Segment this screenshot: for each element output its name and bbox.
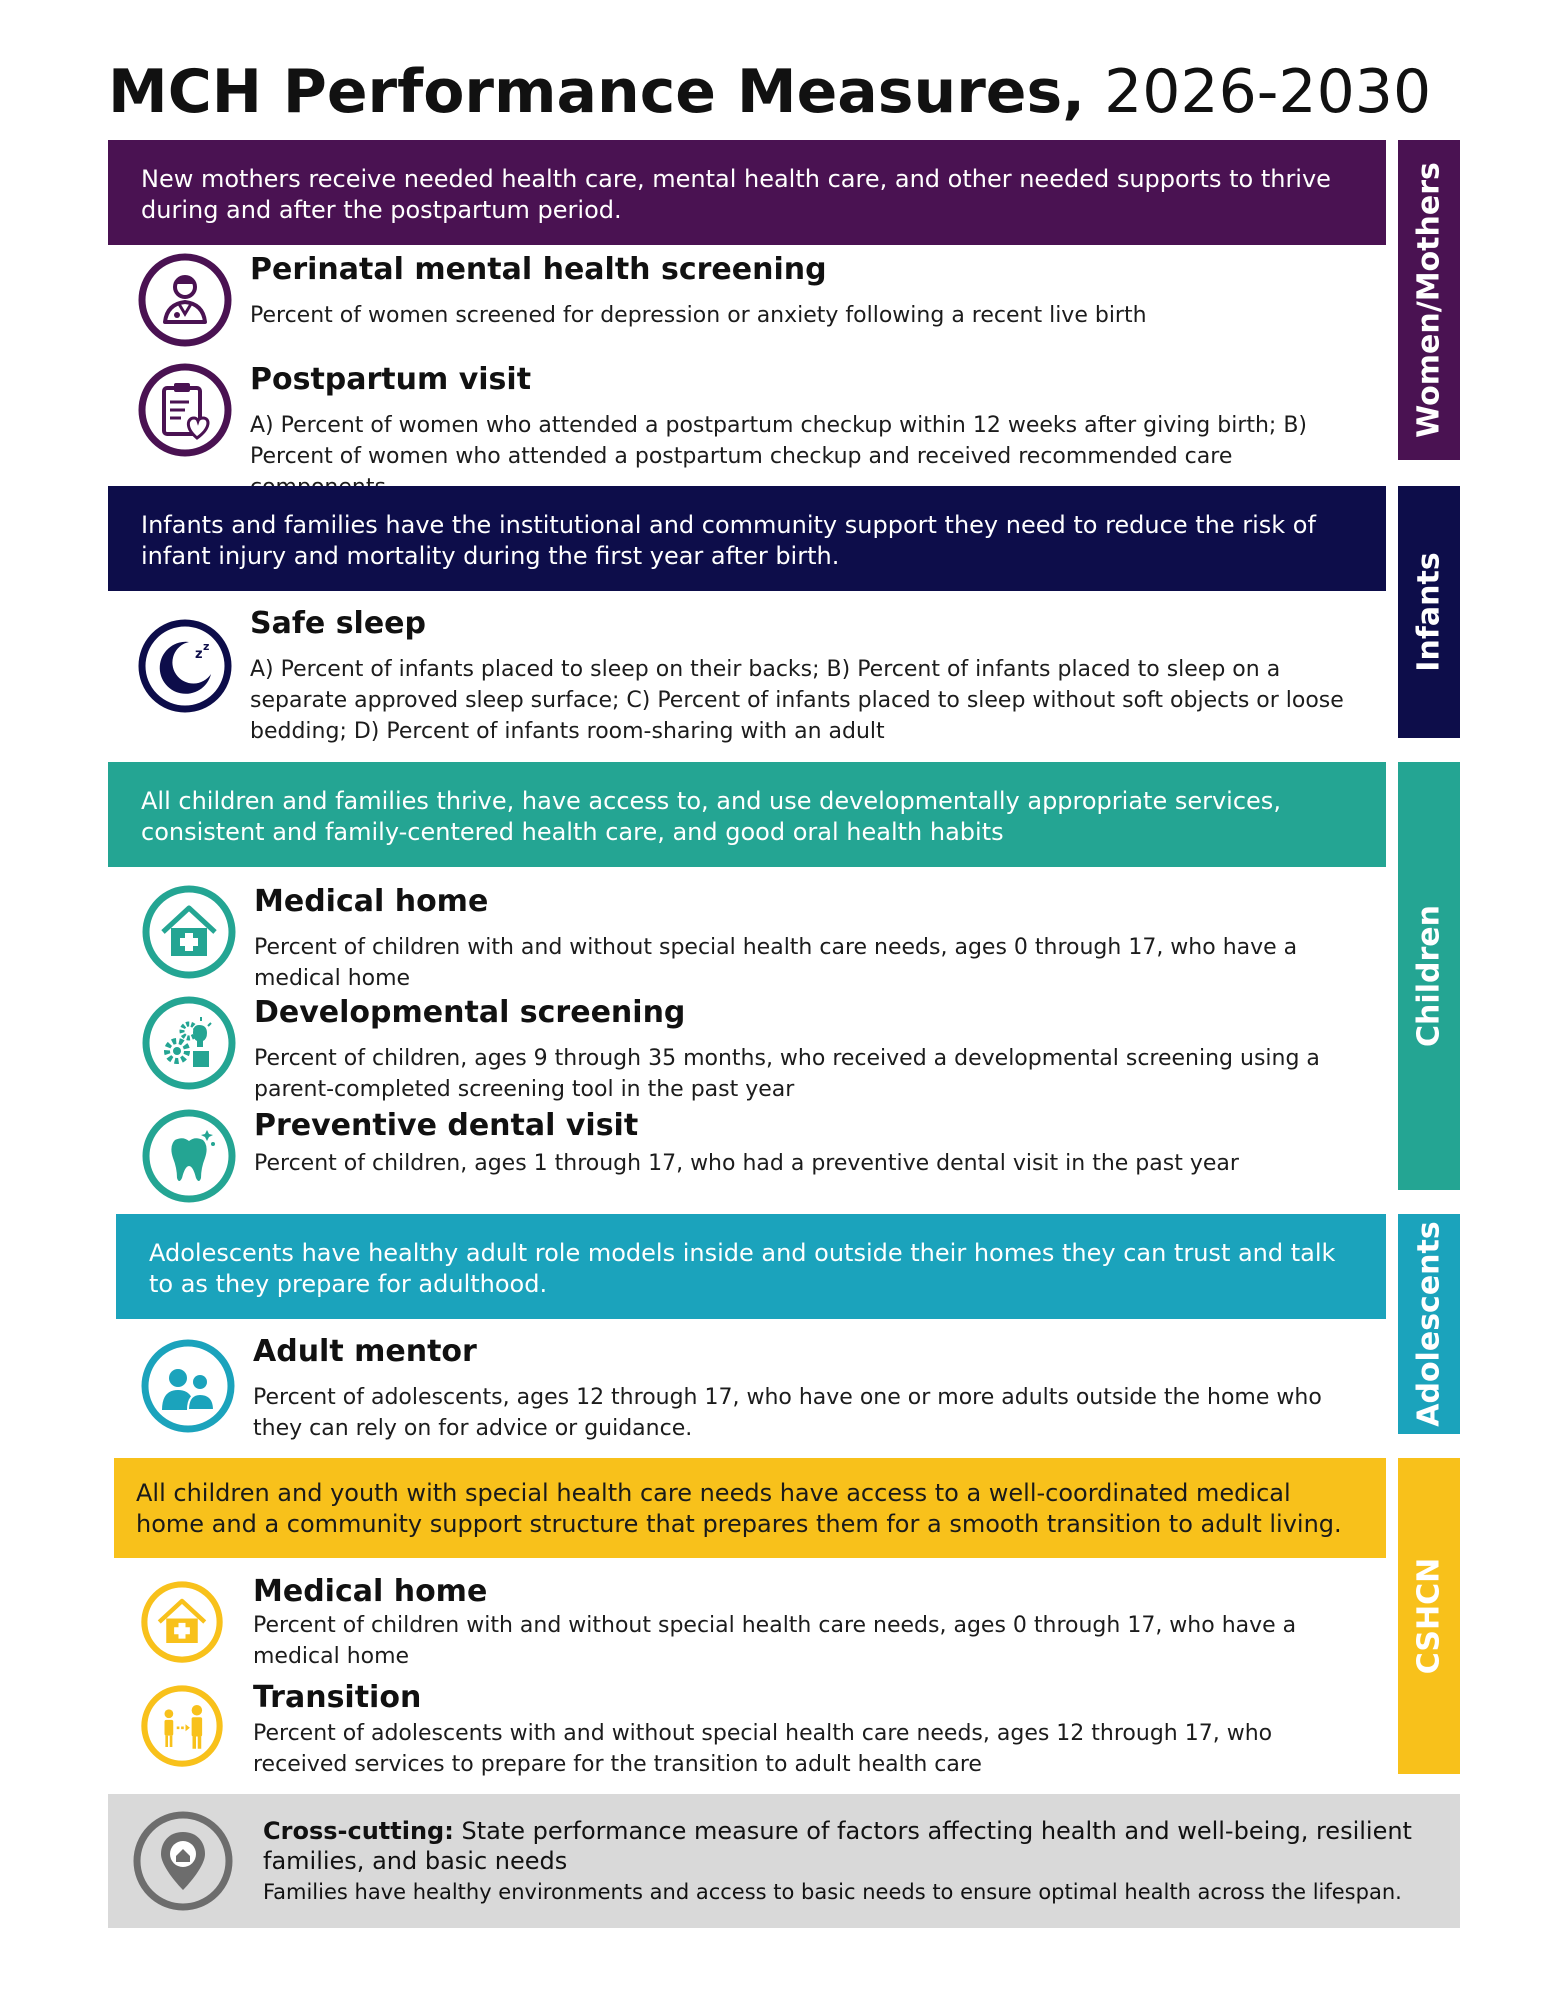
tab-infants-label: Infants xyxy=(1411,552,1447,672)
measure-description: A) Percent of infants placed to sleep on their backs; B) Percent of infants placed to sleep on a separate approved sleep surface; C) Percent of infants placed to sleep without soft objects or loose bedding; D) Percent of infants room-sharing with an adult xyxy=(250,657,1344,744)
svg-text:z: z xyxy=(195,647,203,662)
measure-title: Postpartum visit xyxy=(250,362,532,397)
tab-women-mothers-label: Women/Mothers xyxy=(1411,162,1447,438)
tab-adolescents xyxy=(1398,1214,1460,1434)
measure-medical-home-children xyxy=(141,884,1391,991)
measure-title: Preventive dental visit xyxy=(254,1108,639,1143)
measure-transition xyxy=(140,1680,1390,1780)
children-banner-text: All children and families thrive, have access to, and use developmentally appropriate services, consistent and family-centered health care, and good oral health habits xyxy=(141,787,1281,846)
crosscutting-statement xyxy=(263,1816,1413,1876)
measure-title: Safe sleep xyxy=(250,606,427,641)
measure-description: A) Percent of women who attended a postpartum checkup within 12 weeks after giving birth; B) Percent of women who attended a postpartum checkup and received recommended care xyxy=(250,413,1308,469)
clipboard-heart-icon xyxy=(137,362,233,458)
measure-title: Medical home xyxy=(254,884,489,919)
crosscutting-label: Cross-cutting: xyxy=(263,1817,454,1845)
tab-infants xyxy=(1398,486,1460,738)
children-banner xyxy=(108,762,1386,867)
cshcn-banner-text: All children and youth with special health care needs have access to a well-coordinated medical home and a community support structure that prepares them for a smooth transition to adult living. xyxy=(136,1479,1342,1538)
cshcn-banner xyxy=(114,1458,1386,1558)
svg-text:z: z xyxy=(203,640,210,653)
page-title xyxy=(108,52,1432,132)
title-years: 2026-2030 xyxy=(1104,57,1432,127)
measure-preventive-dental-visit xyxy=(141,1108,1391,1204)
location-pin-home-icon xyxy=(132,1810,234,1912)
infants-banner-text: Infants and families have the institutional and community support they need to reduce the risk of infant injury and mortality during the first year after birth. xyxy=(141,511,1316,570)
women-banner xyxy=(108,140,1386,245)
tab-cshcn-label: CSHCN xyxy=(1411,1557,1447,1675)
measure-adult-mentor xyxy=(140,1334,1390,1441)
crosscutting-text: State performance measure of factors affecting health and well-being, resilient families, and basic needs xyxy=(263,1817,1412,1875)
doctor-icon xyxy=(137,252,233,348)
measure-developmental-screening xyxy=(141,995,1391,1102)
measure-safe-sleep xyxy=(137,606,1387,744)
measure-description: Percent of children with and without special health care needs, ages 0 through 17, who have a medical home xyxy=(254,935,1298,991)
crosscutting-subtext: Families have healthy environments and access to basic needs to ensure optimal health across the lifespan. xyxy=(263,1880,1402,1904)
measure-title: Medical home xyxy=(253,1574,488,1609)
developmental-gears-icon xyxy=(141,995,237,1091)
medical-home-icon xyxy=(141,884,237,980)
title-main: MCH Performance Measures, xyxy=(108,57,1085,127)
tab-cshcn xyxy=(1398,1458,1460,1774)
measure-description: Percent of children with and without special health care needs, ages 0 through 17, who have a medical home xyxy=(253,1613,1297,1669)
measure-perinatal-mental-health xyxy=(137,252,1387,348)
measure-title: Developmental screening xyxy=(254,995,686,1030)
people-icon xyxy=(140,1338,236,1434)
transition-icon xyxy=(140,1684,224,1768)
tab-women-mothers xyxy=(1398,140,1460,460)
infants-banner xyxy=(108,486,1386,591)
measure-title: Adult mentor xyxy=(253,1334,477,1369)
measure-description: Percent of adolescents with and without special health care needs, ages 12 through 17, who received services to prepare for the transition to adult health care xyxy=(253,1721,1273,1777)
tab-children-label: Children xyxy=(1411,905,1447,1047)
women-banner-text: New mothers receive needed health care, mental health care, and other needed supports to thrive during and after the postpartum period. xyxy=(141,165,1331,224)
tab-children xyxy=(1398,762,1460,1190)
measure-medical-home-cshcn xyxy=(140,1574,1390,1670)
adolescents-banner-text: Adolescents have healthy adult role models inside and outside their homes they can trust and talk to as they prepare for adulthood. xyxy=(149,1239,1336,1298)
crosscutting-box xyxy=(108,1794,1460,1928)
measure-title: Transition xyxy=(253,1680,422,1715)
measure-description: Percent of women screened for depression or anxiety following a recent live birth xyxy=(250,303,1147,328)
medical-home-icon xyxy=(140,1580,224,1664)
measure-postpartum-visit xyxy=(137,362,1387,469)
measure-title: Perinatal mental health screening xyxy=(250,252,827,287)
measure-description: Percent of children, ages 1 through 17, who had a preventive dental visit in the past year xyxy=(254,1151,1239,1176)
measure-description: Percent of adolescents, ages 12 through 17, who have one or more adults outside the home who they can rely on for advice or guidance. xyxy=(253,1385,1322,1441)
tab-adolescents-label: Adolescents xyxy=(1411,1221,1447,1427)
moon-sleep-icon xyxy=(137,618,233,714)
measure-description: Percent of children, ages 9 through 35 months, who received a developmental screening using a parent-completed screening tool in the past year xyxy=(254,1046,1320,1102)
adolescents-banner xyxy=(116,1214,1386,1319)
tooth-icon xyxy=(141,1108,237,1204)
